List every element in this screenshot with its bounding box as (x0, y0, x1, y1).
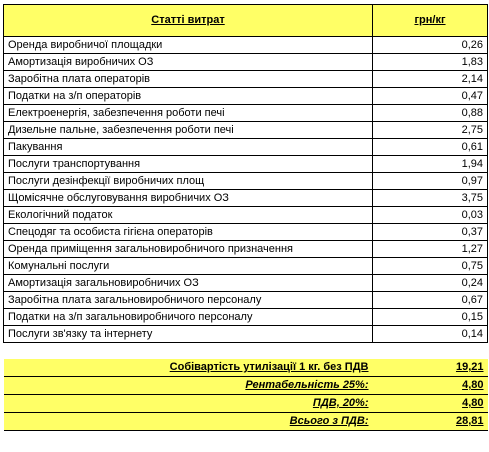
table-row (4, 105, 488, 122)
row-value[interactable]: 0,97 (373, 173, 488, 190)
row-label[interactable]: Пакування (4, 139, 373, 156)
table-row (4, 326, 488, 343)
table-row (4, 309, 488, 326)
table-row (4, 156, 488, 173)
row-value[interactable]: 0,61 (373, 139, 488, 156)
summary-row-cost (4, 359, 488, 377)
row-label[interactable]: Податки на з/п операторів (4, 88, 373, 105)
row-label[interactable]: Амортизація виробничих ОЗ (4, 54, 373, 71)
row-value[interactable]: 3,75 (373, 190, 488, 207)
row-value[interactable]: 0,24 (373, 275, 488, 292)
spacer-cell (4, 343, 373, 360)
row-value[interactable]: 0,75 (373, 258, 488, 275)
row-value[interactable]: 1,27 (373, 241, 488, 258)
row-value[interactable]: 0,14 (373, 326, 488, 343)
row-label[interactable]: Оренда приміщення загальновиробничого призначення (4, 241, 373, 258)
row-label[interactable]: Спецодяг та особиста гігієна операторів (4, 224, 373, 241)
row-label[interactable]: Оренда виробничої площадки (4, 37, 373, 54)
summary-label-text: Всього з ПДВ: (289, 415, 369, 427)
summary-label-text: Рентабельність 25%: (245, 379, 369, 391)
table-row (4, 54, 488, 71)
row-value[interactable]: 0,26 (373, 37, 488, 54)
table-row (4, 37, 488, 54)
table-row (4, 292, 488, 309)
header-row (4, 5, 488, 37)
row-value[interactable]: 0,15 (373, 309, 488, 326)
header-cost-items[interactable]: Статті витрат (4, 5, 373, 37)
table-row (4, 258, 488, 275)
row-label[interactable]: Комунальні послуги (4, 258, 373, 275)
table-row (4, 190, 488, 207)
cost-table (3, 4, 488, 431)
row-value[interactable]: 0,03 (373, 207, 488, 224)
summary-label[interactable] (4, 377, 373, 395)
row-label[interactable]: Податки на з/п загальновиробничого персоналу (4, 309, 373, 326)
summary-label-text: ПДВ, 20%: (312, 397, 369, 409)
row-label[interactable]: Щомісячне обслуговування виробничих ОЗ (4, 190, 373, 207)
table-row (4, 88, 488, 105)
spacer-row (4, 343, 488, 360)
summary-value[interactable]: 4,80 (373, 395, 488, 413)
summary-value[interactable]: 4,80 (373, 377, 488, 395)
spacer-cell (373, 343, 488, 360)
row-value[interactable]: 2,75 (373, 122, 488, 139)
row-value[interactable]: 1,94 (373, 156, 488, 173)
row-value[interactable]: 2,14 (373, 71, 488, 88)
summary-label[interactable]: Собівартість утилізації 1 кг. без ПДВ (4, 359, 373, 377)
table-row (4, 122, 488, 139)
summary-label[interactable] (4, 413, 373, 431)
row-label[interactable]: Електроенергія, забезпечення роботи печі (4, 105, 373, 122)
table-row (4, 207, 488, 224)
summary-row-profitability (4, 377, 488, 395)
table-row (4, 71, 488, 88)
table-row (4, 139, 488, 156)
row-label[interactable]: Заробітна плата операторів (4, 71, 373, 88)
row-value[interactable]: 0,67 (373, 292, 488, 309)
row-value[interactable]: 1,83 (373, 54, 488, 71)
summary-row-total (4, 413, 488, 431)
row-value[interactable]: 0,88 (373, 105, 488, 122)
summary-label[interactable] (4, 395, 373, 413)
row-label[interactable]: Заробітна плата загальновиробничого персоналу (4, 292, 373, 309)
table-row (4, 275, 488, 292)
row-label[interactable]: Амортизація загальновиробничих ОЗ (4, 275, 373, 292)
row-label[interactable]: Послуги дезінфекції виробничих площ (4, 173, 373, 190)
summary-value[interactable]: 19,21 (373, 359, 488, 377)
row-label[interactable]: Послуги транспортування (4, 156, 373, 173)
row-value[interactable]: 0,37 (373, 224, 488, 241)
row-label[interactable]: Послуги зв'язку та інтернету (4, 326, 373, 343)
header-uah-per-kg[interactable]: грн/кг (373, 5, 488, 37)
summary-row-vat (4, 395, 488, 413)
table-row (4, 224, 488, 241)
table-row (4, 241, 488, 258)
row-label[interactable]: Екологічний податок (4, 207, 373, 224)
row-label[interactable]: Дизельне пальне, забезпечення роботи печі (4, 122, 373, 139)
table-row (4, 173, 488, 190)
row-value[interactable]: 0,47 (373, 88, 488, 105)
summary-value[interactable]: 28,81 (373, 413, 488, 431)
